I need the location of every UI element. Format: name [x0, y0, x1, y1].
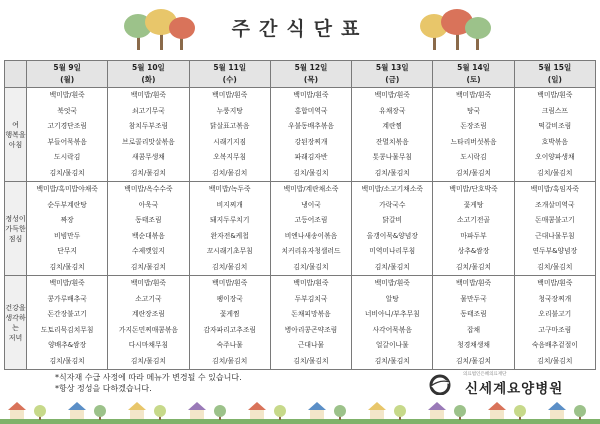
- dish-item: 다시마채무침: [128, 341, 169, 349]
- meal-label-word: 건강을: [5, 303, 26, 312]
- dish-item: 톳콩나물무침: [372, 153, 412, 161]
- meal-label-word: 여: [12, 120, 19, 129]
- dish-item: 김치/물김치: [293, 168, 329, 177]
- dish-item: 계란장조림: [132, 310, 165, 318]
- menu-cell: [27, 182, 108, 276]
- menu-cell: [514, 276, 595, 370]
- dish-item: 고구마조림: [538, 325, 572, 334]
- dish-item: 마파두부: [460, 231, 487, 240]
- dish-item: 동태조림: [460, 310, 487, 318]
- dish-item: 떡갈비조림: [538, 122, 572, 130]
- dish-item: 청국장찌개: [538, 294, 572, 303]
- dish-item: 백미밥/흰죽: [130, 279, 166, 287]
- dish-item: 김치/물김치: [49, 168, 85, 177]
- dish-item: 팽이장국: [216, 294, 243, 303]
- menu-cell: [189, 88, 270, 182]
- dish-item: 김치/물김치: [49, 262, 85, 271]
- dish-item: 김치/물김치: [455, 356, 492, 365]
- dish-item: 김치/물김치: [130, 168, 166, 177]
- dish-item: 돼지두루치기: [210, 216, 250, 224]
- dish-item: 우불동배추볶음: [288, 122, 334, 130]
- menu-cell: [108, 182, 189, 276]
- dish-item: 백미밥/흑미밥야채죽: [36, 185, 98, 193]
- logo-subtitle: 의료법인은혜의료재단: [463, 372, 507, 377]
- dish-item: 브로콜리맛살볶음: [122, 137, 175, 146]
- menu-cell: [352, 276, 433, 370]
- dish-item: 얼갈이나물: [375, 341, 409, 349]
- dish-item: 순두부계란탕: [47, 200, 87, 209]
- dish-item: 오리불고기: [538, 310, 572, 318]
- dish-item: 완자전&케첩: [210, 231, 249, 240]
- dish-item: 김치/물김치: [374, 262, 410, 271]
- dish-item: 꽃게탕: [463, 200, 484, 209]
- dish-item: 크림스프: [541, 106, 568, 115]
- dish-item: 백순대볶음: [132, 231, 165, 240]
- dish-item: 김치/물김치: [374, 168, 410, 177]
- day-header: 5월 10일 (화): [108, 61, 189, 88]
- house-icon: [488, 402, 526, 420]
- day-header: 5월 12일 (목): [270, 61, 351, 88]
- dish-item: 파래김자반: [294, 153, 328, 161]
- dish-item: 백미밥/녹두죽: [208, 185, 251, 193]
- dish-item: 돈매콤불고기: [535, 216, 575, 224]
- dish-item: 너비아니/부추무침: [364, 310, 420, 318]
- dish-item: 쇠고기무국: [132, 106, 165, 115]
- dish-item: 누룽지탕: [216, 106, 243, 115]
- dish-item: 김치/물김치: [212, 262, 248, 271]
- dish-item: 새콤무생채: [132, 153, 165, 161]
- dish-item: 김치/물김치: [537, 356, 573, 365]
- dish-item: 조개살미역국: [535, 200, 575, 209]
- dish-item: 물만두국: [460, 294, 487, 303]
- menu-cell: [270, 276, 351, 370]
- dish-item: 미역미나리무침: [369, 247, 416, 255]
- dish-item: 소고기전골: [457, 216, 490, 224]
- dish-item: 올갱이묵&양념장: [366, 231, 418, 240]
- dish-item: 유채장국: [379, 106, 406, 115]
- dish-item: 백미밥/소고기채소죽: [361, 185, 423, 193]
- dish-item: 양배추&쌈장: [48, 341, 87, 349]
- house-icon: [128, 402, 166, 420]
- dish-item: 김치/물김치: [130, 262, 166, 271]
- dish-item: 숙음배추겉절이: [531, 341, 578, 349]
- meal-label-word: 가득한: [5, 224, 26, 233]
- dish-item: 백미밥/흰죽: [455, 91, 492, 99]
- dish-item: 가지돈민찌매콤볶음: [118, 325, 178, 334]
- dish-item: 아욱국: [138, 200, 159, 209]
- house-icon: [308, 402, 346, 420]
- dish-item: 김치/물김치: [537, 262, 573, 271]
- dish-item: 닭살표고볶음: [210, 122, 250, 130]
- menu-cell: [27, 276, 108, 370]
- logo-name: 신세계요양병원: [465, 381, 564, 397]
- dish-item: 비엔나새송이볶음: [284, 231, 338, 240]
- corner-cell: [5, 61, 27, 88]
- meal-label: [5, 88, 27, 182]
- menu-cell: [108, 276, 189, 370]
- dish-item: 돈장조림: [460, 122, 487, 130]
- menu-cell: [108, 88, 189, 182]
- menu-cell: [352, 182, 433, 276]
- menu-body: [5, 88, 596, 370]
- menu-cell: [27, 88, 108, 182]
- dish-item: 백미밥/옥수수죽: [124, 185, 173, 193]
- dish-item: 김치/물김치: [293, 262, 329, 271]
- dish-item: 돈간장불고기: [47, 310, 87, 318]
- menu-cell: [433, 276, 514, 370]
- dish-item: 백미밥/흰죽: [374, 91, 410, 99]
- note-supply: *식자재 수급 사정에 따라 메뉴가 변경될 수 있습니다.: [55, 373, 242, 382]
- dish-item: 감자파리고추조림: [203, 325, 256, 334]
- dish-item: 꽃게찜: [219, 310, 240, 318]
- house-icon: [248, 402, 286, 420]
- menu-cell: [270, 88, 351, 182]
- dish-item: 소고기국: [135, 294, 162, 303]
- dish-item: 돈채피망볶음: [291, 310, 331, 318]
- dish-item: 강된장찌개: [294, 137, 328, 146]
- menu-cell: [514, 88, 595, 182]
- house-icon: [188, 402, 226, 420]
- dish-item: 도시락김: [54, 153, 81, 161]
- dish-item: 동태조림: [135, 216, 162, 224]
- dish-item: 홍합미역국: [294, 106, 328, 115]
- dish-item: 김치/물김치: [537, 168, 573, 177]
- dish-item: 근대나물: [297, 341, 325, 349]
- meal-label-word: 정성이: [5, 214, 26, 223]
- dish-item: 오복지무침: [213, 153, 247, 161]
- dish-item: 백미밥/흰죽: [49, 91, 85, 99]
- dish-item: 연두부&양념장: [532, 247, 578, 255]
- dish-item: 김치/물김치: [49, 356, 85, 365]
- dish-item: 백미밥/흰죽: [455, 279, 492, 287]
- dish-item: 김치/물김치: [293, 356, 329, 365]
- dish-item: 백미밥/흑임자죽: [530, 185, 579, 193]
- dish-item: 숙주나물: [216, 341, 243, 349]
- dish-item: 김치/물김치: [374, 356, 410, 365]
- dish-item: 청경채생채: [457, 341, 490, 349]
- dish-item: 백미밥/흰죽: [212, 91, 248, 99]
- dish-item: 백미밥/흰죽: [212, 279, 248, 287]
- dish-item: 단무지: [57, 247, 77, 255]
- dish-item: 백미밥/흰죽: [537, 91, 573, 99]
- dish-item: 시래기지짐: [213, 137, 247, 146]
- menu-cell: [433, 88, 514, 182]
- dish-item: 근대나물무침: [535, 231, 575, 240]
- weekly-menu-table: [4, 60, 596, 370]
- dish-item: 두부김치국: [294, 294, 328, 303]
- dish-item: 냉이국: [301, 200, 321, 209]
- menu-cell: [433, 182, 514, 276]
- dish-item: 백미밥/흰죽: [374, 279, 410, 287]
- dish-item: 치커리유자청샐러드: [281, 247, 341, 255]
- house-icon: [548, 402, 586, 420]
- house-icon: [68, 402, 106, 420]
- dish-item: 느타리버섯볶음: [450, 137, 497, 146]
- dish-item: 백미밥/흰죽: [293, 91, 329, 99]
- dish-item: 가락국수: [379, 200, 406, 209]
- day-header: 5월 14일 (토): [433, 61, 514, 88]
- menu-cell: [514, 182, 595, 276]
- dish-item: 백미밥/계란채소죽: [283, 185, 339, 193]
- dish-item: 김치/물김치: [455, 262, 492, 271]
- dish-item: 비빔만두: [54, 231, 81, 240]
- meal-label-word: 점심: [8, 234, 23, 243]
- meal-label-word: 행복을: [5, 130, 26, 139]
- dish-item: 수제깻잎지: [132, 247, 165, 255]
- dish-item: 콩가루배추국: [47, 294, 87, 303]
- dish-item: 병아리콩곤약조림: [284, 325, 338, 334]
- dish-item: 부들어묵볶음: [47, 137, 87, 146]
- day-header: 5월 13일 (금): [352, 61, 433, 88]
- dish-item: 잔멸치볶음: [375, 137, 409, 146]
- meal-row: [5, 88, 596, 182]
- dish-item: 고등어조림: [294, 216, 328, 224]
- dish-item: 도시락김: [460, 153, 487, 161]
- dish-item: 백미밥/흰죽: [130, 91, 166, 99]
- day-header: 5월 11일 (수): [189, 61, 270, 88]
- dish-item: 호박볶음: [541, 137, 568, 146]
- dish-item: 알탕: [385, 294, 399, 303]
- dish-item: 참치두부조림: [128, 122, 169, 130]
- dish-item: 닭갈비: [382, 216, 403, 224]
- house-icon: [8, 402, 46, 420]
- dish-item: 상추&쌈장: [457, 247, 490, 255]
- dish-item: 계란찜: [382, 122, 403, 130]
- meal-label: [5, 182, 27, 276]
- dish-item: 탕국: [466, 106, 481, 115]
- dish-item: 오이양파생채: [535, 153, 575, 161]
- dish-item: 도토리묵김치무침: [40, 325, 94, 334]
- dish-item: 고기경단조림: [47, 122, 87, 130]
- dish-item: 짜장: [60, 216, 74, 224]
- dish-item: 김치/물김치: [455, 168, 492, 177]
- dish-item: 백미밥/흰죽: [49, 279, 85, 287]
- menu-cell: [189, 276, 270, 370]
- meal-label-word: 저녁: [8, 333, 23, 342]
- house-icon: [428, 402, 466, 420]
- dish-item: 김치/물김치: [130, 356, 166, 365]
- dish-item: 김치/물김치: [212, 168, 248, 177]
- date-header-row: [5, 61, 596, 88]
- menu-cell: [189, 182, 270, 276]
- menu-cell: [270, 182, 351, 276]
- dish-item: 백미밥/흰죽: [293, 279, 329, 287]
- house-icon: [368, 402, 406, 420]
- dish-item: 김치/물김치: [212, 356, 248, 365]
- day-header: 5월 9일 (월): [27, 61, 108, 88]
- dish-item: 북엇국: [57, 106, 77, 115]
- day-header: 5월 15일 (일): [514, 61, 595, 88]
- meal-row: [5, 276, 596, 370]
- menu-cell: [352, 88, 433, 182]
- meal-row: [5, 182, 596, 276]
- dish-item: 꼬시래기초무침: [206, 247, 253, 255]
- dish-item: 백미밥/단호박죽: [449, 185, 498, 193]
- meal-label: [5, 276, 27, 370]
- dish-item: 비지찌개: [216, 200, 243, 209]
- page-title: 주간식단표: [231, 18, 369, 40]
- dish-item: 잡채: [466, 325, 481, 334]
- meal-label-word: 생각하는: [5, 313, 26, 332]
- dish-item: 사각어묵볶음: [372, 325, 412, 334]
- meal-label-word: 아침: [8, 140, 23, 149]
- village-illustration-icon: [0, 397, 600, 424]
- dish-item: 백미밥/흰죽: [537, 279, 573, 287]
- note-care: *항상 정성을 다하겠습니다.: [55, 384, 152, 393]
